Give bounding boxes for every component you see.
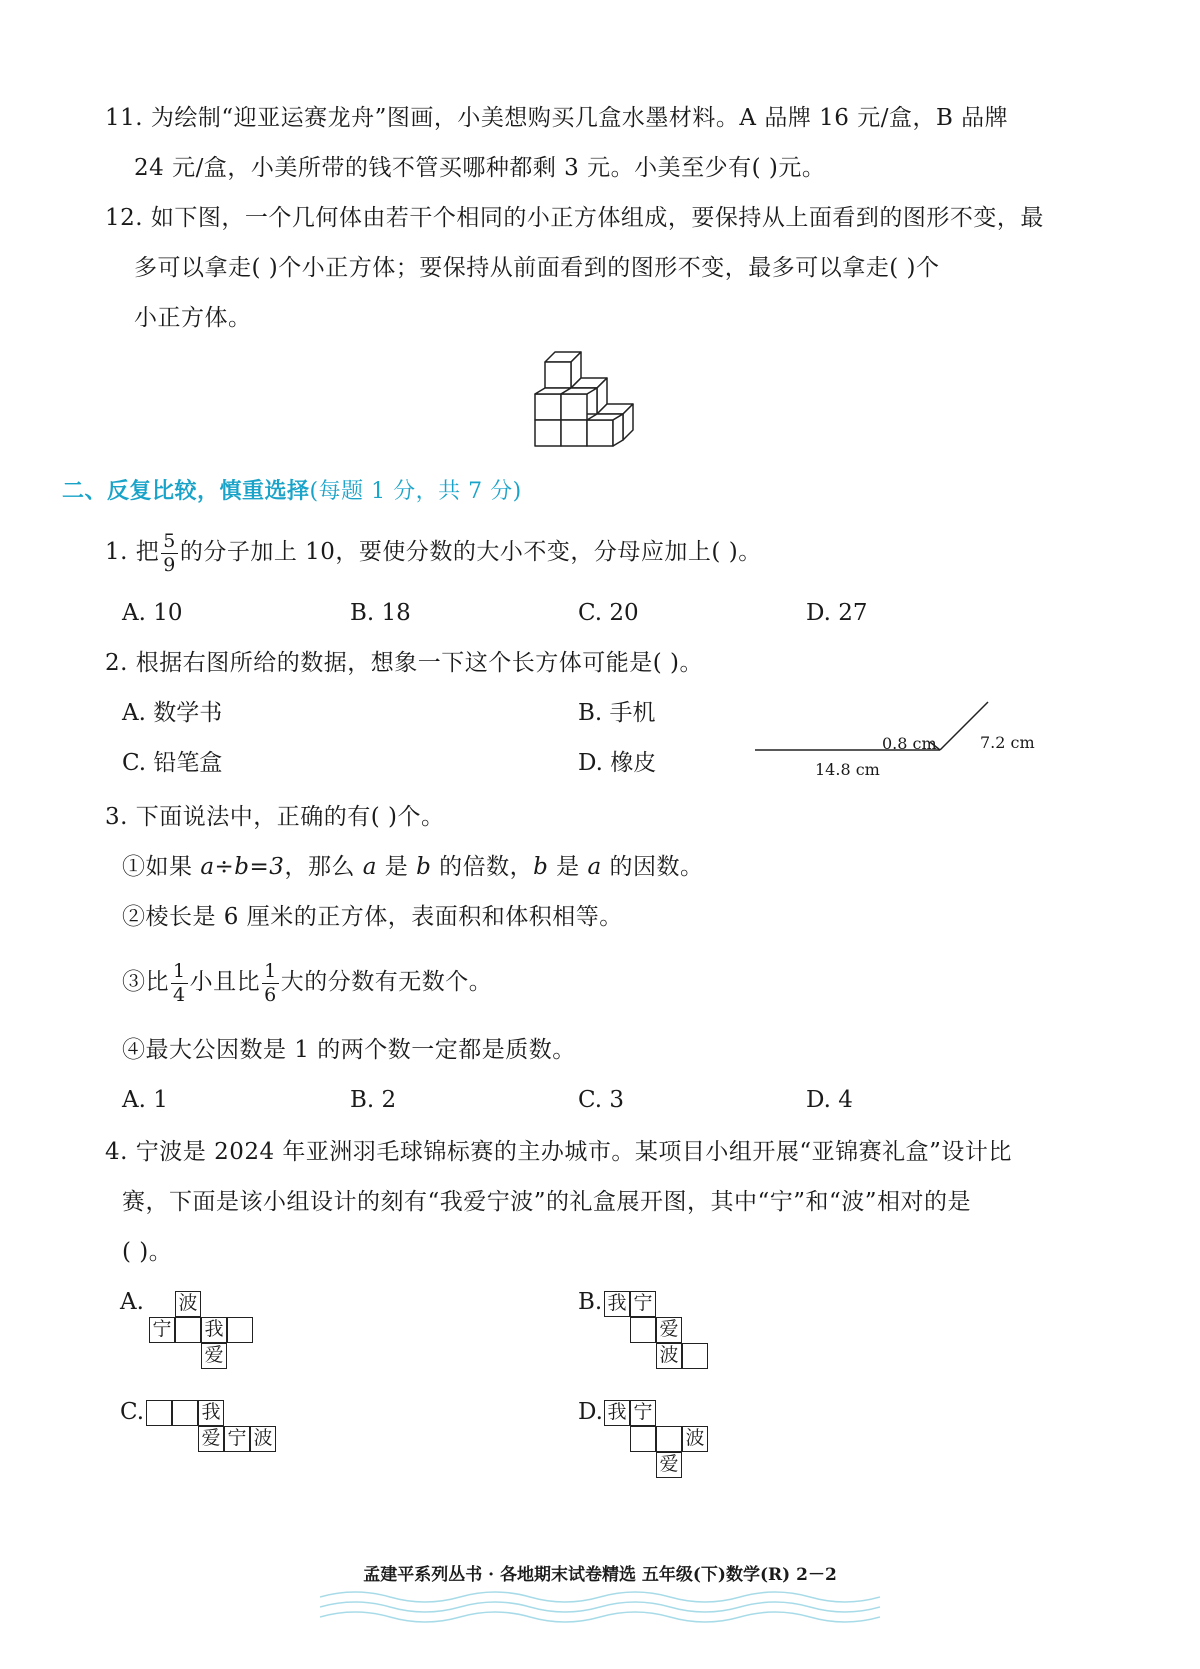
q2-option-d[interactable]: D. 橡皮 (578, 750, 657, 776)
q3-s1-f: 的倍数， (431, 854, 534, 880)
q3-s1-h: 是 (548, 854, 588, 880)
q3-statement3 (122, 960, 492, 1005)
net-cell: 我 (604, 1400, 630, 1426)
q1-stem (105, 530, 762, 575)
q2-option-b[interactable]: B. 手机 (578, 700, 656, 726)
net-cell: 宁 (630, 1291, 656, 1317)
q3-fraction-2 (262, 959, 279, 1006)
net-cell: 爱 (656, 1317, 682, 1343)
q3-s1-c: a (362, 854, 377, 880)
section-title (62, 474, 522, 505)
net-cell (227, 1317, 253, 1343)
q4-option-a-label[interactable]: A. (120, 1289, 144, 1315)
cube-stack-figure (525, 350, 640, 455)
q2-stem: 2. 根据右图所给的数据，想象一下这个长方体可能是( )。 (105, 650, 704, 676)
q3-f1-num: 1 (173, 959, 186, 982)
cuboid-dimension-diagram (750, 700, 990, 760)
net-cell (630, 1426, 656, 1452)
net-cell: 波 (656, 1343, 682, 1369)
q3-s3-b: 小且比 (189, 969, 261, 995)
q3-s1-d: 是 (376, 854, 417, 880)
q11-line2: 24 元/盒，小美所带的钱不管买哪种都剩 3 元。小美至少有( )元。 (134, 155, 826, 181)
q3-statement4: ④最大公因数是 1 的两个数一定都是质数。 (122, 1037, 576, 1063)
q1-frac-num: 5 (163, 529, 176, 552)
q4-option-c-label[interactable]: C. (120, 1399, 145, 1425)
q1-frac-den: 9 (163, 553, 176, 576)
q4-option-b-label[interactable]: B. (578, 1289, 603, 1315)
q11-line1: 11. 为绘制“迎亚运赛龙舟”图画，小美想购买几盒水墨材料。A 品牌 16 元/盒，B 品牌 (105, 105, 1009, 131)
q3-s1-a: ①如果 (122, 854, 201, 880)
net-cell: 爱 (656, 1452, 682, 1478)
q2-option-c[interactable]: C. 铅笔盒 (122, 750, 223, 776)
q3-s1-g: b (533, 854, 549, 880)
net-cell: 宁 (224, 1426, 250, 1452)
q12-line2: 多可以拿走( )个小正方体；要保持从前面看到的图形不变，最多可以拿走( )个 (134, 255, 940, 281)
q12-line1: 12. 如下图，一个几何体由若干个相同的小正方体组成，要保持从上面看到的图形不变，最 (105, 205, 1044, 231)
q3-stem: 3. 下面说法中，正确的有( )个。 (105, 804, 445, 830)
section-points: (每题 1 分，共 7 分) (309, 479, 522, 504)
net-cell: 波 (682, 1426, 708, 1452)
net-cell (656, 1426, 682, 1452)
q2-option-a[interactable]: A. 数学书 (122, 700, 223, 726)
q3-option-a[interactable]: A. 1 (122, 1087, 168, 1113)
net-cell: 我 (604, 1291, 630, 1317)
q3-s1-expr: a÷b=3 (200, 854, 285, 880)
net-cell (630, 1317, 656, 1343)
q3-s1-i: a (587, 854, 602, 880)
q4-line1: 4. 宁波是 2024 年亚洲羽毛球锦标赛的主办城市。某项目小组开展“亚锦赛礼盒”设计比 (105, 1139, 1012, 1165)
q3-option-d[interactable]: D. 4 (806, 1087, 853, 1113)
q3-f2-num: 1 (264, 959, 277, 982)
q4-line2: 赛，下面是该小组设计的刻有“我爱宁波”的礼盒展开图，其中“宁”和“波”相对的是 (122, 1189, 972, 1215)
q3-s1-b: ，那么 (284, 854, 363, 880)
q1-prefix: 1. 把 (105, 539, 160, 565)
q1-option-b[interactable]: B. 18 (350, 600, 411, 626)
q3-s3-a: ③比 (122, 969, 169, 995)
width-label: 0.8 cm (882, 734, 937, 753)
net-cell: 我 (198, 1400, 224, 1426)
q1-option-d[interactable]: D. 27 (806, 600, 868, 626)
q3-f2-den: 6 (264, 983, 277, 1006)
net-cell: 爱 (201, 1343, 227, 1369)
net-cell (172, 1400, 198, 1426)
q3-s1-j: 的因数。 (601, 854, 704, 880)
net-cell (146, 1400, 172, 1426)
q1-option-a[interactable]: A. 10 (122, 600, 183, 626)
net-cell: 波 (175, 1291, 201, 1317)
q1-option-c[interactable]: C. 20 (578, 600, 639, 626)
q3-statement1 (122, 852, 704, 882)
q3-s3-c: 大的分数有无数个。 (280, 969, 493, 995)
q1-fraction (161, 529, 178, 576)
net-cell: 爱 (198, 1426, 224, 1452)
page-footer: 孟建平系列丛书 · 各地期末试卷精选 五年级(下)数学(R) 2－2 (363, 1565, 837, 1585)
q3-option-c[interactable]: C. 3 (578, 1087, 625, 1113)
q1-suffix: 的分子加上 10，要使分数的大小不变，分母应加上( )。 (179, 539, 762, 565)
q4-option-d-label[interactable]: D. (578, 1399, 603, 1425)
height-label: 7.2 cm (980, 733, 1035, 752)
q3-f1-den: 4 (173, 983, 186, 1006)
net-cell (175, 1317, 201, 1343)
length-label: 14.8 cm (815, 760, 880, 779)
net-cell (682, 1343, 708, 1369)
footer-wave-decoration (320, 1585, 880, 1625)
q3-fraction-1 (171, 959, 188, 1006)
q3-s1-e: b (416, 854, 432, 880)
net-cell: 宁 (630, 1400, 656, 1426)
q3-statement2: ②棱长是 6 厘米的正方体，表面积和体积相等。 (122, 904, 623, 930)
q3-option-b[interactable]: B. 2 (350, 1087, 397, 1113)
q4-line3: ( )。 (122, 1239, 173, 1265)
section-title-text: 二、反复比较，慎重选择 (62, 478, 310, 504)
net-cell: 宁 (149, 1317, 175, 1343)
net-cell: 波 (250, 1426, 276, 1452)
q12-line3: 小正方体。 (134, 305, 252, 331)
net-cell: 我 (201, 1317, 227, 1343)
